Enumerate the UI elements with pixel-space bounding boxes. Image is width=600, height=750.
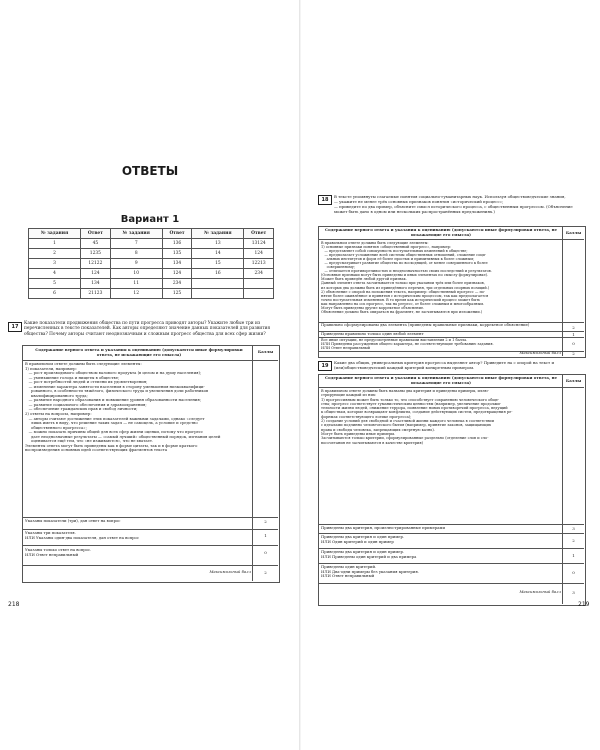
task-19-score-value: 2 <box>572 538 575 543</box>
divider <box>318 548 584 549</box>
task-19-answer-body: В правильном ответе должны быть названы два критерия и приведены примеры, иллю- стрирующие каждый из них: 1) прогрессивным может быть только то, что способствует сохранению человеческого обще- ства; прогресс соответствует гуманистическим ценностям (например, увеличение продолжи- тельности жизни людей, снижение террора, появление новых противоречий прогресса, ведущий к обществам, которые возвращают конфликты, создание действующих систем, предотвращения ре- форнмах соответствующего логике прогресса); 2) создание условий для свободной и счастливой жизни каждого человека в соответствии с идеалами подлинно человеческого бытия (например, принятие законов, защищающих права и свободы человека, запрещающих смертную казнь). Могут быть приведены иные примеры. Засчитываются только критерии, сформулированные раздельно (отделение слов и сло- восочетания не засчитываются в качестве критерия) <box>321 389 513 445</box>
task-17-max-score: 2 <box>264 570 267 575</box>
task-18-score-header: Баллы <box>565 230 582 235</box>
task-19-score-row: Приведены два критерия и один пример. ИЛИ Один критерий и один пример <box>321 535 405 544</box>
task-17-score-row: Указаны только ответ на вопрос. ИЛИ Ответ неправильный <box>25 548 92 557</box>
answer-cell <box>244 289 274 299</box>
divider <box>318 387 584 388</box>
task-19-score-value: 1 <box>572 553 575 558</box>
task-number-cell <box>192 279 244 289</box>
answer-table-header <box>29 229 274 239</box>
answer-cell: 124 <box>244 249 274 259</box>
divider <box>22 360 278 361</box>
col-answer: Ответ <box>162 229 192 239</box>
answer-cell: 12213 <box>244 259 274 269</box>
task-18-answer-body: В правильном ответе должны быть следующие элементы: 1) основные признаки понятия «общественный прогресс», например: — представляет собой совокупность поступательных изменений в обществе; — предполагает усложнение всей системы общественных отношений, сложение соци- альных институтов и форм её более простых и примитивных к более сложным; — предусматривает развитие общества по восходящей, от менее совершенного к более совершенному; — отличается противоречивостью и неоднозначностью своих последствий и результатов. (Основные признаки могут быть приведены и иных элементах по смыслу формулировке). Может быть приведён любой другой признак. Данный элемент ответа засчитывается только при указании трёх или более признаков, из которых два должны быть из приведённого перечня, три отдельных спорных позиций.) 2) объяснение с опорой на положения текста, например: общественный прогресс — по- нятие более оживлённое и принятия с историческим процессом, так как предполагается точно поступательная изменения. В то время как исторический процесс может быть как направленно на ось прогресс, так на регресс, от более сложным и многообразным. Могут быть приведены другие корректное объяснение. Объяснение должно быть опираться на фрагмент, не засчитываются при изложении.) <box>321 241 492 314</box>
task-17-score-row: Указаны три показателя. ИЛИ Указаны один-два показателя, дан ответ на вопрос <box>25 531 139 540</box>
task-number-cell: 5 <box>29 279 81 289</box>
page-number-left: 218 <box>8 601 20 608</box>
col-task-number: № задания <box>192 229 244 239</box>
task-19-question: Какие два общих, универсальных критерия прогресса выделяют автор? Приведите на с опорой на текст и (или)обществоведческий каждый критерий конкретным примером. <box>334 360 555 370</box>
task-18-score-value: 1 <box>572 332 575 337</box>
task-19-table-header: Содержание верного ответа и указания к оцениванию (допускаются иные формулировки ответа, не искажающие его смысла) <box>325 375 557 385</box>
task-number-cell: 2 <box>29 249 81 259</box>
task-number-cell: 14 <box>192 249 244 259</box>
task-18-number: 18 <box>318 195 332 205</box>
task-17-answer-body: В правильном ответе должны быть следующие элементы: 1) показатели, например: — рост производимого обществом валового продукта (в целом и на душу населения); — уменьшение голода и нищеты в обществе; — рост потребностей людей и степени их удовлетворения; — изменение характера занятости населения в сторону уменьшения низкоквалифици- рованного, в особенности тяжёлого, физического труда и увеличения доли работников квалифицированного труда; — развитие народного образования и повышение уровня образованности населения; — развитие социального обеспечения и здравоохранения; — обеспечение гражданских прав и свобод личности; 2) ответы на вопросы, например: — авторы считают достижение этих показателей важными задачами, однако «следует лишь иметь в виду, что решение таких задач — не самоцель, а условие и средство общественного прогресса»; — можно показать причины общей для всех сфер жизни оценки, потому что прогресс дает неоднозначные результаты — «самый лучший» общественный порядок, изгнания целей оценивается ещё тем, что «не изживаются», что не хватает. Элементы ответа могут быть приведены как в форме цитаты, так и в форме краткого воспроизведения основных идей соответствующих фрагментов текста <box>25 362 221 453</box>
divider <box>22 517 278 518</box>
task-number-cell: 13 <box>192 239 244 249</box>
divider <box>318 563 584 564</box>
task-number-cell: 9 <box>110 259 162 269</box>
divider <box>22 529 278 530</box>
task-19-max-score: 3 <box>572 590 575 595</box>
col-task-number: № задания <box>110 229 162 239</box>
task-19-max-score-label: Максимальный балл <box>519 590 561 594</box>
task-18-question: В тексте упомянуты слагаемые понятия социально-гуманитарных наук. Используя обществоведческие знания, — укажите не менее трёх основных признаков понятия «исторический процесс»; — приведите по два пример, объясните смысл исторического процесса, с общественным прогрессом. (Объяснение может быть дано в одном или нескольких распространённых предложениях.) <box>334 194 573 214</box>
task-17-question: Какие показатели продвижения общества по пути прогресса приводят авторы? Укажите любые три из перечисленных в тексте показателей. Как авторы определяют значение данных показателей для развития общества? Почему авторы считают неоднозначным и сложным прогресс общества для всех сфер жизни? <box>24 321 271 337</box>
task-number-cell: 11 <box>110 279 162 289</box>
right-page <box>300 0 600 750</box>
task-number-cell: 1 <box>29 239 81 249</box>
task-18-score-value: 2 <box>572 325 575 330</box>
task-18-score-value: 0 <box>572 341 575 346</box>
page-number-right: 219 <box>578 601 590 608</box>
answer-table-row <box>29 289 274 299</box>
task-17-table-header: Содержание верного ответа и указания к оцениванию (допускаются иные формулировки ответа, не искажающие его смысла) <box>35 347 243 357</box>
task-18-score-row: Приведены правильно только один любой элемент <box>321 332 424 336</box>
answers-heading: ОТВЕТЫ <box>121 164 179 178</box>
task-17-score-value: 2 <box>264 519 267 524</box>
task-17-max-score-label: Максимальный балл <box>209 570 251 574</box>
task-19-score-value: 3 <box>572 526 575 531</box>
task-18-table-header: Содержание верного ответа и указания к оцениванию (допускаются иные формулировки ответа, не искажающие его смысла) <box>325 227 557 237</box>
variant-title: Вариант 1 <box>120 214 180 225</box>
task-19-number: 19 <box>318 361 332 371</box>
answer-cell: 125 <box>162 289 192 299</box>
answer-cell: 13124 <box>244 239 274 249</box>
task-17-score-value: 0 <box>264 550 267 555</box>
divider <box>22 545 278 546</box>
task-number-cell: 7 <box>110 239 162 249</box>
answer-cell: 12122 <box>81 259 111 269</box>
task-18-score-row: Правильно сформулированы два элемента (приведены правильные признаки, корректное объяснение) <box>321 323 530 327</box>
divider <box>318 533 584 534</box>
answer-cell: 234 <box>162 279 192 289</box>
task-number-cell: 8 <box>110 249 162 259</box>
task-number-cell: 16 <box>192 269 244 279</box>
answer-cell: 124 <box>162 269 192 279</box>
task-19-score-row: Приведены один критерий. ИЛИ Два-одни примеры без указания критерия. ИЛИ Ответ неправильный <box>321 565 419 579</box>
task-number-cell: 12 <box>110 289 162 299</box>
task-17-score-header: Баллы <box>257 349 274 354</box>
answer-cell: 136 <box>162 239 192 249</box>
answer-table-row <box>29 249 274 259</box>
answer-cell: 45 <box>81 239 111 249</box>
book-spine <box>299 0 301 750</box>
answer-cell: 134 <box>81 279 111 289</box>
col-task-number: № задания <box>29 229 81 239</box>
task-17-score-row: Указаны показатели (три), дан ответ на вопрос <box>25 519 121 523</box>
task-number-cell: 6 <box>29 289 81 299</box>
task-19-score-row: Приведены два критерия и один пример. ИЛИ Приведены один критерий и два примера <box>321 550 417 559</box>
task-19-score-header: Баллы <box>565 378 582 383</box>
answer-table-row <box>29 259 274 269</box>
col-answer: Ответ <box>81 229 111 239</box>
task-number-cell <box>192 289 244 299</box>
task-19-score-value: 0 <box>572 570 575 575</box>
answer-table-row <box>29 269 274 279</box>
answer-cell: 1235 <box>81 249 111 259</box>
answer-cell: 134 <box>162 259 192 269</box>
answer-cell <box>244 279 274 289</box>
divider <box>318 524 584 525</box>
answer-cell: 234 <box>244 269 274 279</box>
answer-cell: 21123 <box>81 289 111 299</box>
task-19-score-row: Приведены два критерия, проиллюстрированные примерами <box>321 526 446 530</box>
task-number-cell: 4 <box>29 269 81 279</box>
task-18-max-score: 2 <box>572 351 575 356</box>
task-17-score-value: 1 <box>264 533 267 538</box>
task-number-cell: 3 <box>29 259 81 269</box>
answer-table-row <box>29 279 274 289</box>
divider <box>318 583 584 584</box>
answer-table-row <box>29 239 274 249</box>
divider <box>22 565 278 566</box>
task-17-number: 17 <box>8 322 22 332</box>
task-number-cell: 10 <box>110 269 162 279</box>
task-number-cell: 15 <box>192 259 244 269</box>
task-18-max-score-label: Максимальный балл <box>519 351 561 355</box>
answer-cell: 135 <box>162 249 192 259</box>
col-answer: Ответ <box>244 229 274 239</box>
task-18-score-row: Все иные ситуации, не предусмотренные правилами выставления 2 и 1 балла. ИЛИ Приведены рассуждения общего характера, не соответствующие требованию задания. ИЛИ Ответ неправильный <box>321 338 494 351</box>
divider <box>318 239 584 240</box>
answer-table <box>28 228 274 299</box>
answer-cell: 124 <box>81 269 111 279</box>
